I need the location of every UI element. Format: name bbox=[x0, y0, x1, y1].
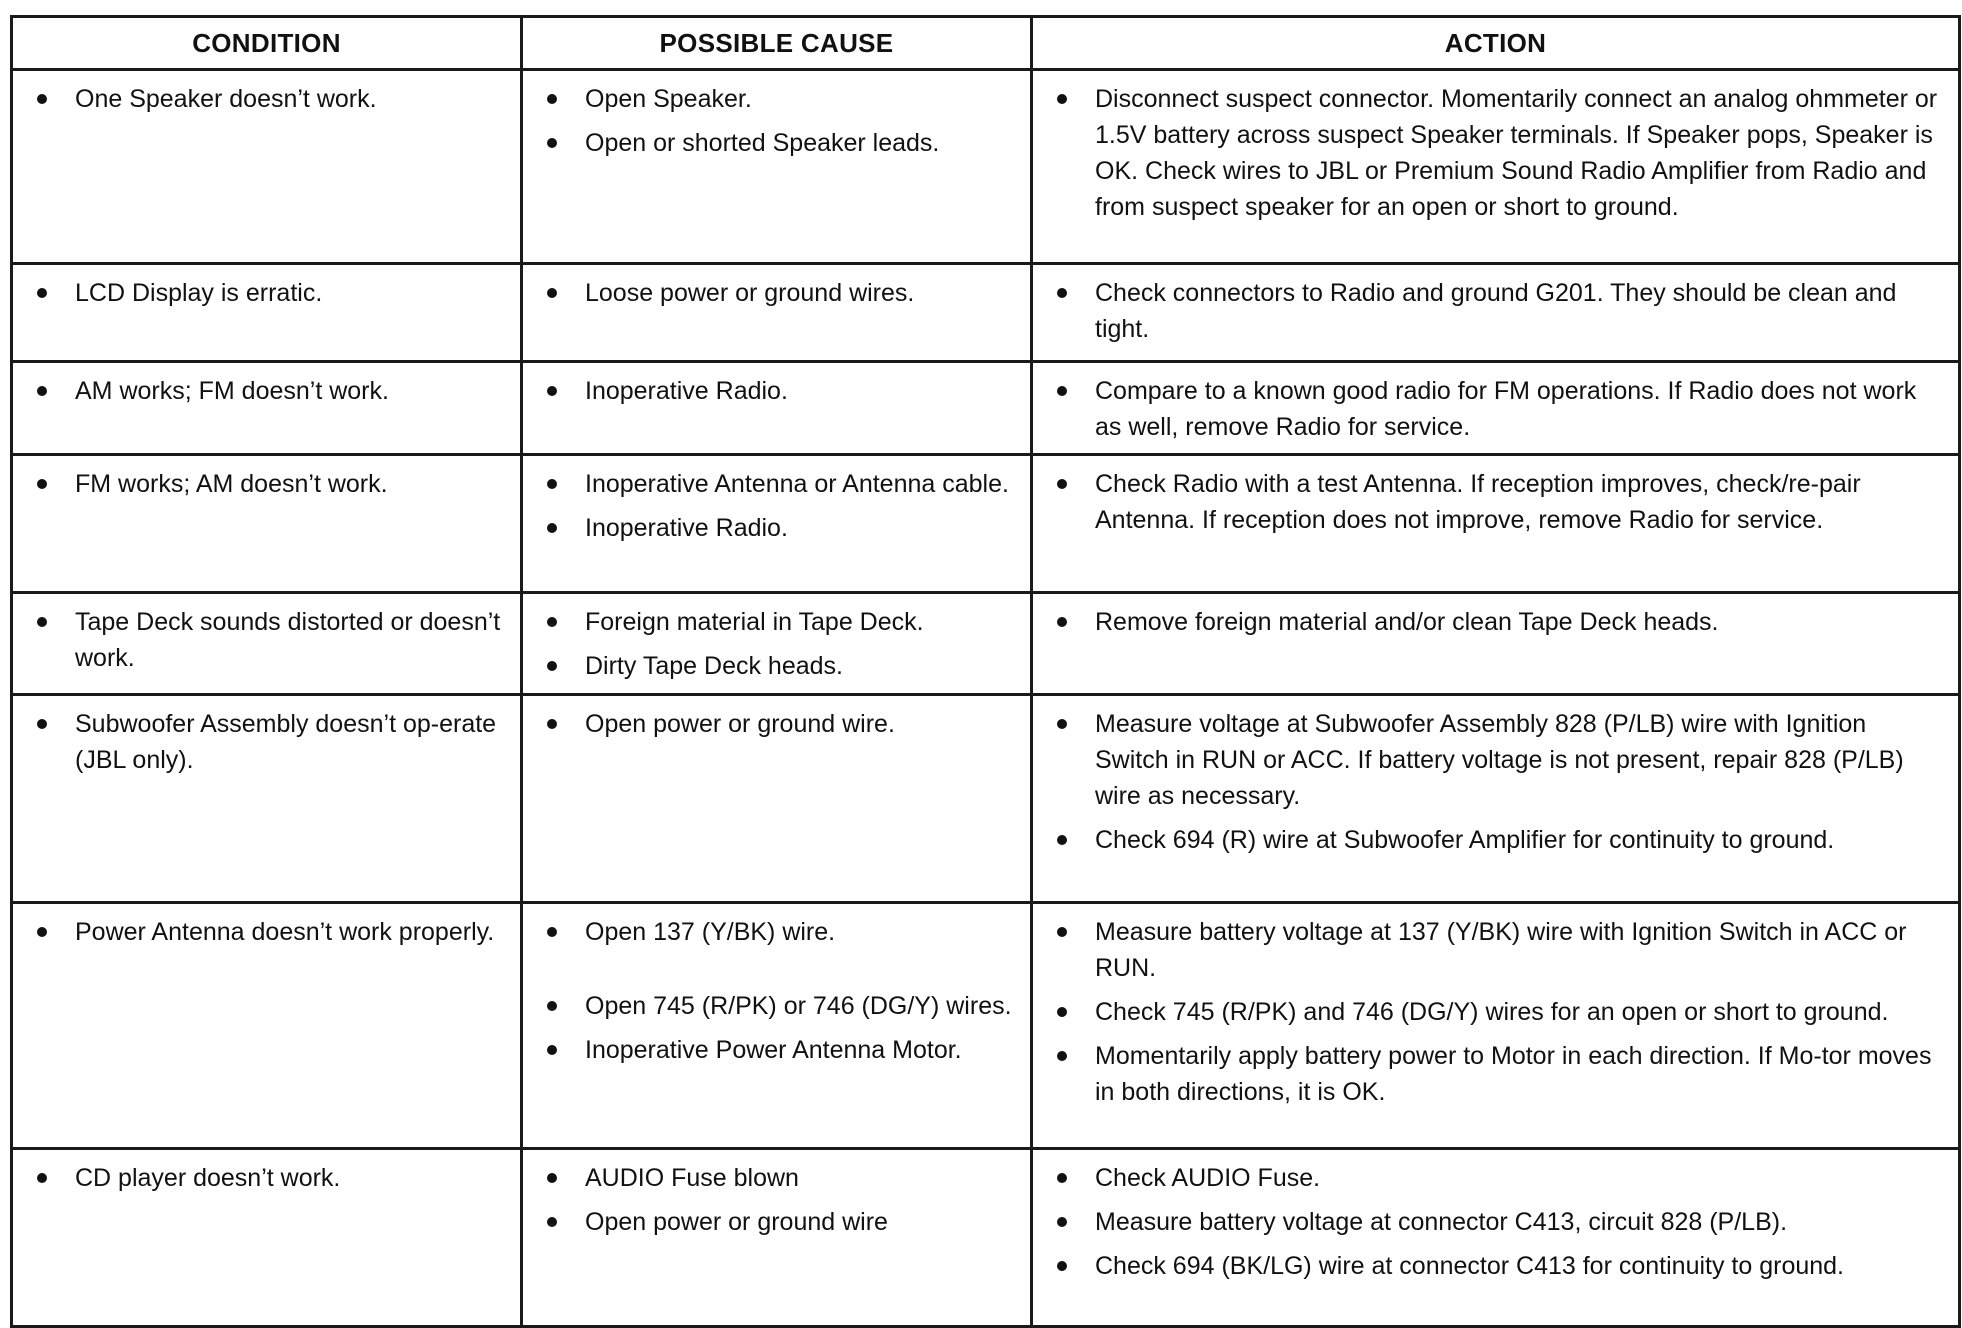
header-action: ACTION bbox=[1032, 17, 1960, 70]
condition-cell bbox=[12, 903, 522, 1149]
action-cell bbox=[1032, 593, 1960, 695]
condition-item: One Speaker doesn’t work. bbox=[35, 81, 506, 117]
condition-item: Tape Deck sounds distorted or doesn’t work. bbox=[35, 604, 506, 676]
cause-item: Open 137 (Y/BK) wire. bbox=[545, 914, 1016, 950]
header-row bbox=[12, 17, 1960, 70]
condition-cell bbox=[12, 695, 522, 903]
action-cell bbox=[1032, 903, 1960, 1149]
header-possible-cause: POSSIBLE CAUSE bbox=[522, 17, 1032, 70]
action-item: Check 694 (BK/LG) wire at connector C413 for continuity to ground. bbox=[1055, 1248, 1944, 1284]
symptom-chart-table bbox=[10, 15, 1961, 1328]
condition-item: Power Antenna doesn’t work properly. bbox=[35, 914, 506, 950]
action-item: Check Radio with a test Antenna. If reception improves, check/re-pair Antenna. If reception does not improve, remove Radio for service. bbox=[1055, 466, 1944, 538]
condition-cell bbox=[12, 362, 522, 455]
header-condition: CONDITION bbox=[12, 17, 522, 70]
action-item: Check 745 (R/PK) and 746 (DG/Y) wires for an open or short to ground. bbox=[1055, 994, 1944, 1030]
condition-item: CD player doesn’t work. bbox=[35, 1160, 506, 1196]
cause-item: Open or shorted Speaker leads. bbox=[545, 125, 1016, 161]
cause-item: Open power or ground wire bbox=[545, 1204, 1016, 1240]
cause-cell bbox=[522, 593, 1032, 695]
action-cell bbox=[1032, 70, 1960, 264]
cause-cell bbox=[522, 70, 1032, 264]
table-row bbox=[12, 264, 1960, 362]
condition-item: LCD Display is erratic. bbox=[35, 275, 506, 311]
action-item: Measure voltage at Subwoofer Assembly 828 (P/LB) wire with Ignition Switch in RUN or ACC. If battery voltage is not present, repair 828 (P/LB) wire as necessary. bbox=[1055, 706, 1944, 814]
condition-cell bbox=[12, 455, 522, 593]
condition-cell bbox=[12, 593, 522, 695]
action-cell bbox=[1032, 1149, 1960, 1327]
cause-item: Inoperative Antenna or Antenna cable. bbox=[545, 466, 1016, 502]
cause-item: AUDIO Fuse blown bbox=[545, 1160, 1016, 1196]
table-row bbox=[12, 1149, 1960, 1327]
action-item: Remove foreign material and/or clean Tape Deck heads. bbox=[1055, 604, 1944, 640]
condition-cell bbox=[12, 70, 522, 264]
table-row bbox=[12, 593, 1960, 695]
cause-cell bbox=[522, 362, 1032, 455]
action-item: Check AUDIO Fuse. bbox=[1055, 1160, 1944, 1196]
table-row bbox=[12, 362, 1960, 455]
action-item: Disconnect suspect connector. Momentarily connect an analog ohmmeter or 1.5V battery across suspect Speaker terminals. If Speaker pops, Speaker is OK. Check wires to JBL or Premium Sound Radio Amplifier from Radio and from suspect speaker for an open or short to ground. bbox=[1055, 81, 1944, 225]
action-item: Measure battery voltage at 137 (Y/BK) wire with Ignition Switch in ACC or RUN. bbox=[1055, 914, 1944, 986]
condition-cell bbox=[12, 1149, 522, 1327]
table-row bbox=[12, 695, 1960, 903]
cause-item: Open Speaker. bbox=[545, 81, 1016, 117]
cause-item: Inoperative Radio. bbox=[545, 373, 1016, 409]
action-item: Measure battery voltage at connector C413, circuit 828 (P/LB). bbox=[1055, 1204, 1944, 1240]
action-item: Compare to a known good radio for FM operations. If Radio does not work as well, remove Radio for service. bbox=[1055, 373, 1944, 445]
cause-cell bbox=[522, 1149, 1032, 1327]
cause-item: Dirty Tape Deck heads. bbox=[545, 648, 1016, 684]
cause-cell bbox=[522, 264, 1032, 362]
table-row bbox=[12, 903, 1960, 1149]
cause-item: Open 745 (R/PK) or 746 (DG/Y) wires. bbox=[545, 988, 1016, 1024]
action-cell bbox=[1032, 695, 1960, 903]
action-item: Check connectors to Radio and ground G201. They should be clean and tight. bbox=[1055, 275, 1944, 347]
table-row bbox=[12, 455, 1960, 593]
cause-item: Loose power or ground wires. bbox=[545, 275, 1016, 311]
cause-cell bbox=[522, 903, 1032, 1149]
cause-cell bbox=[522, 695, 1032, 903]
action-cell bbox=[1032, 362, 1960, 455]
cause-item: Inoperative Power Antenna Motor. bbox=[545, 1032, 1016, 1068]
table-row bbox=[12, 70, 1960, 264]
diagnostic-page bbox=[10, 15, 1958, 1328]
action-cell bbox=[1032, 455, 1960, 593]
action-cell bbox=[1032, 264, 1960, 362]
cause-item: Open power or ground wire. bbox=[545, 706, 1016, 742]
action-item: Check 694 (R) wire at Subwoofer Amplifier for continuity to ground. bbox=[1055, 822, 1944, 858]
condition-item: Subwoofer Assembly doesn’t op-erate (JBL only). bbox=[35, 706, 506, 778]
action-item: Momentarily apply battery power to Motor in each direction. If Mo-tor moves in both directions, it is OK. bbox=[1055, 1038, 1944, 1110]
condition-item: AM works; FM doesn’t work. bbox=[35, 373, 506, 409]
cause-item: Inoperative Radio. bbox=[545, 510, 1016, 546]
condition-cell bbox=[12, 264, 522, 362]
cause-cell bbox=[522, 455, 1032, 593]
condition-item: FM works; AM doesn’t work. bbox=[35, 466, 506, 502]
cause-item: Foreign material in Tape Deck. bbox=[545, 604, 1016, 640]
